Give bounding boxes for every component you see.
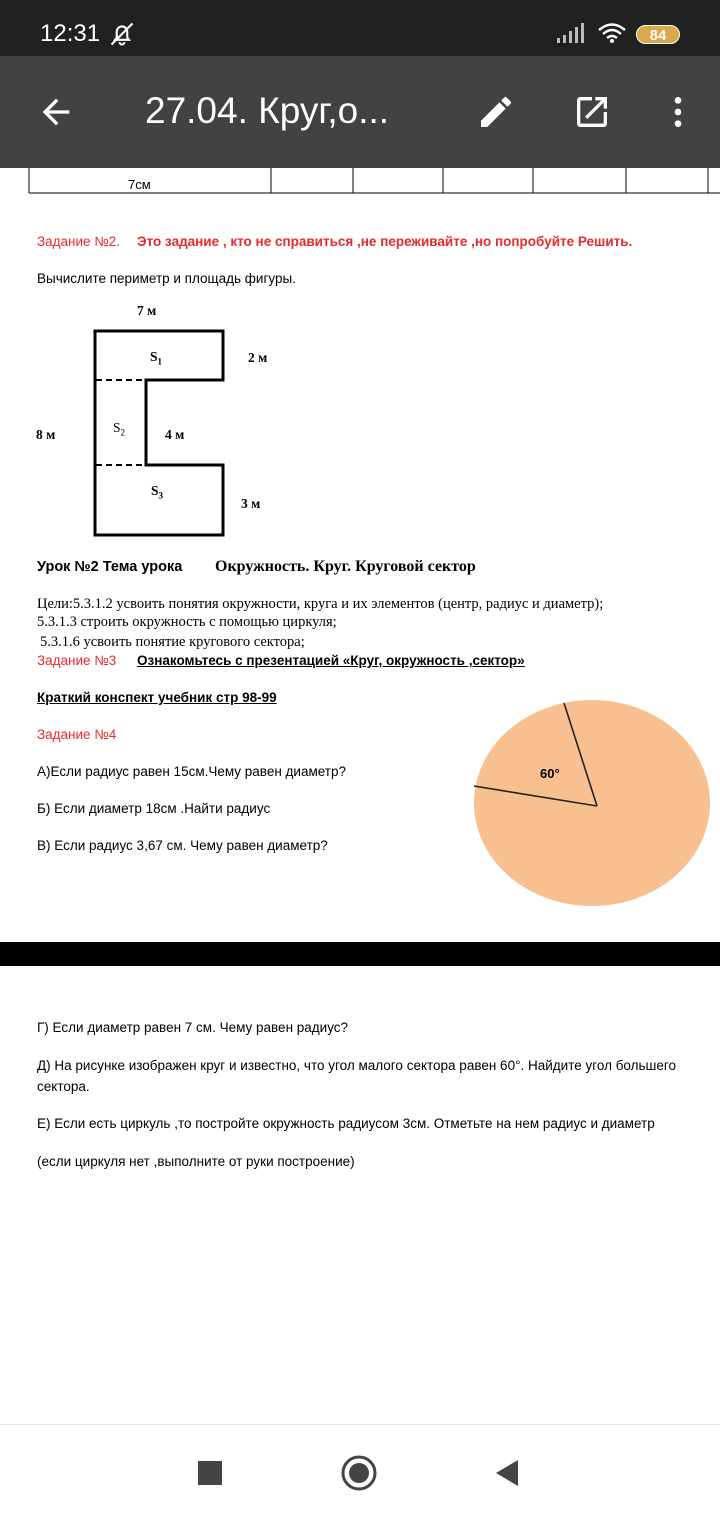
table-fragment [0, 168, 720, 198]
page-separator [0, 942, 720, 966]
more-vert-icon[interactable] [658, 92, 698, 132]
task3-label: Задание №3 [37, 653, 117, 668]
open-external-icon[interactable] [572, 92, 612, 132]
summary-link: Краткий конспект учебник стр 98-99 [37, 690, 277, 705]
signal-icon [556, 22, 586, 44]
task2-note: Это задание , кто не справиться ,не переживайте ,но попробуйте Решить. [137, 234, 633, 249]
lesson-goal-3: 5.3.1.6 усвоить понятие кругового сектора; [40, 634, 305, 650]
task4-b: Б) Если диаметр 18см .Найти радиус [37, 801, 271, 816]
back-triangle-icon[interactable] [492, 1458, 522, 1488]
edit-pencil-icon[interactable] [476, 92, 516, 132]
app-bar [0, 56, 720, 168]
lesson-heading: Урок №2 Тема урока [37, 559, 183, 575]
figure-s2-label: $S_2$ [113, 420, 126, 438]
task4-a: А)Если радиус равен 15см.Чему равен диаметр? [37, 764, 347, 779]
battery-indicator: 84 [636, 25, 680, 44]
table-cell: 7см [128, 177, 151, 192]
clock: 12:31 [40, 20, 101, 47]
task4-d-line2: сектора. [37, 1079, 90, 1094]
figure-right-bottom-label: 3 м [241, 496, 261, 511]
navigation-bar [0, 1424, 720, 1521]
task4-label: Задание №4 [37, 727, 117, 742]
home-circle-icon[interactable] [339, 1453, 379, 1493]
task3-text: Ознакомьтесь с презентацией «Круг, окружность ,сектор» [137, 653, 525, 668]
task4-g: Г) Если диаметр равен 7 см. Чему равен радиус? [37, 1020, 349, 1035]
status-bar [0, 0, 720, 56]
task2-question: Вычислите периметр и площадь фигуры. [37, 271, 296, 286]
wifi-icon [597, 22, 627, 44]
figure-s1-label: $S_1$ [150, 349, 163, 367]
angle-label: 60° [540, 766, 560, 781]
task4-c: В) Если радиус 3,67 см. Чему равен диаметр? [37, 838, 328, 853]
bell-off-icon [108, 20, 136, 48]
back-arrow-icon[interactable] [36, 92, 76, 132]
figure-middle-label: 4 м [165, 427, 185, 442]
figure-right-top-label: 2 м [248, 350, 268, 365]
document-title: 27.04. Круг,о... [145, 90, 390, 131]
lesson-topic: Окружность. Круг. Круговой сектор [215, 558, 476, 575]
figure-left-label: 8 м [36, 427, 56, 442]
task4-e-note: (если циркуля нет ,выполните от руки построение) [37, 1154, 355, 1169]
task4-e: Е) Если есть циркуль ,то постройте окружность радиусом 3см. Отметьте на нем радиус и диаметр [37, 1116, 655, 1131]
lesson-goal-1: Цели:5.3.1.2 усвоить понятия окружности, круга и их элементов (центр, радиус и диаметр); [37, 596, 604, 612]
task2-label: Задание №2. [37, 234, 121, 249]
figure-top-label: 7 м [137, 303, 157, 318]
lesson-goal-2: 5.3.1.3 строить окружность с помощью циркуля; [37, 614, 337, 630]
recents-square-icon[interactable] [197, 1460, 223, 1486]
task4-d-line1: Д) На рисунке изображен круг и известно, что угол малого сектора равен 60°. Найдите угол большего [37, 1058, 677, 1073]
circle-sector-figure [470, 698, 720, 913]
figure-s3-label: $S_3$ [151, 483, 164, 501]
